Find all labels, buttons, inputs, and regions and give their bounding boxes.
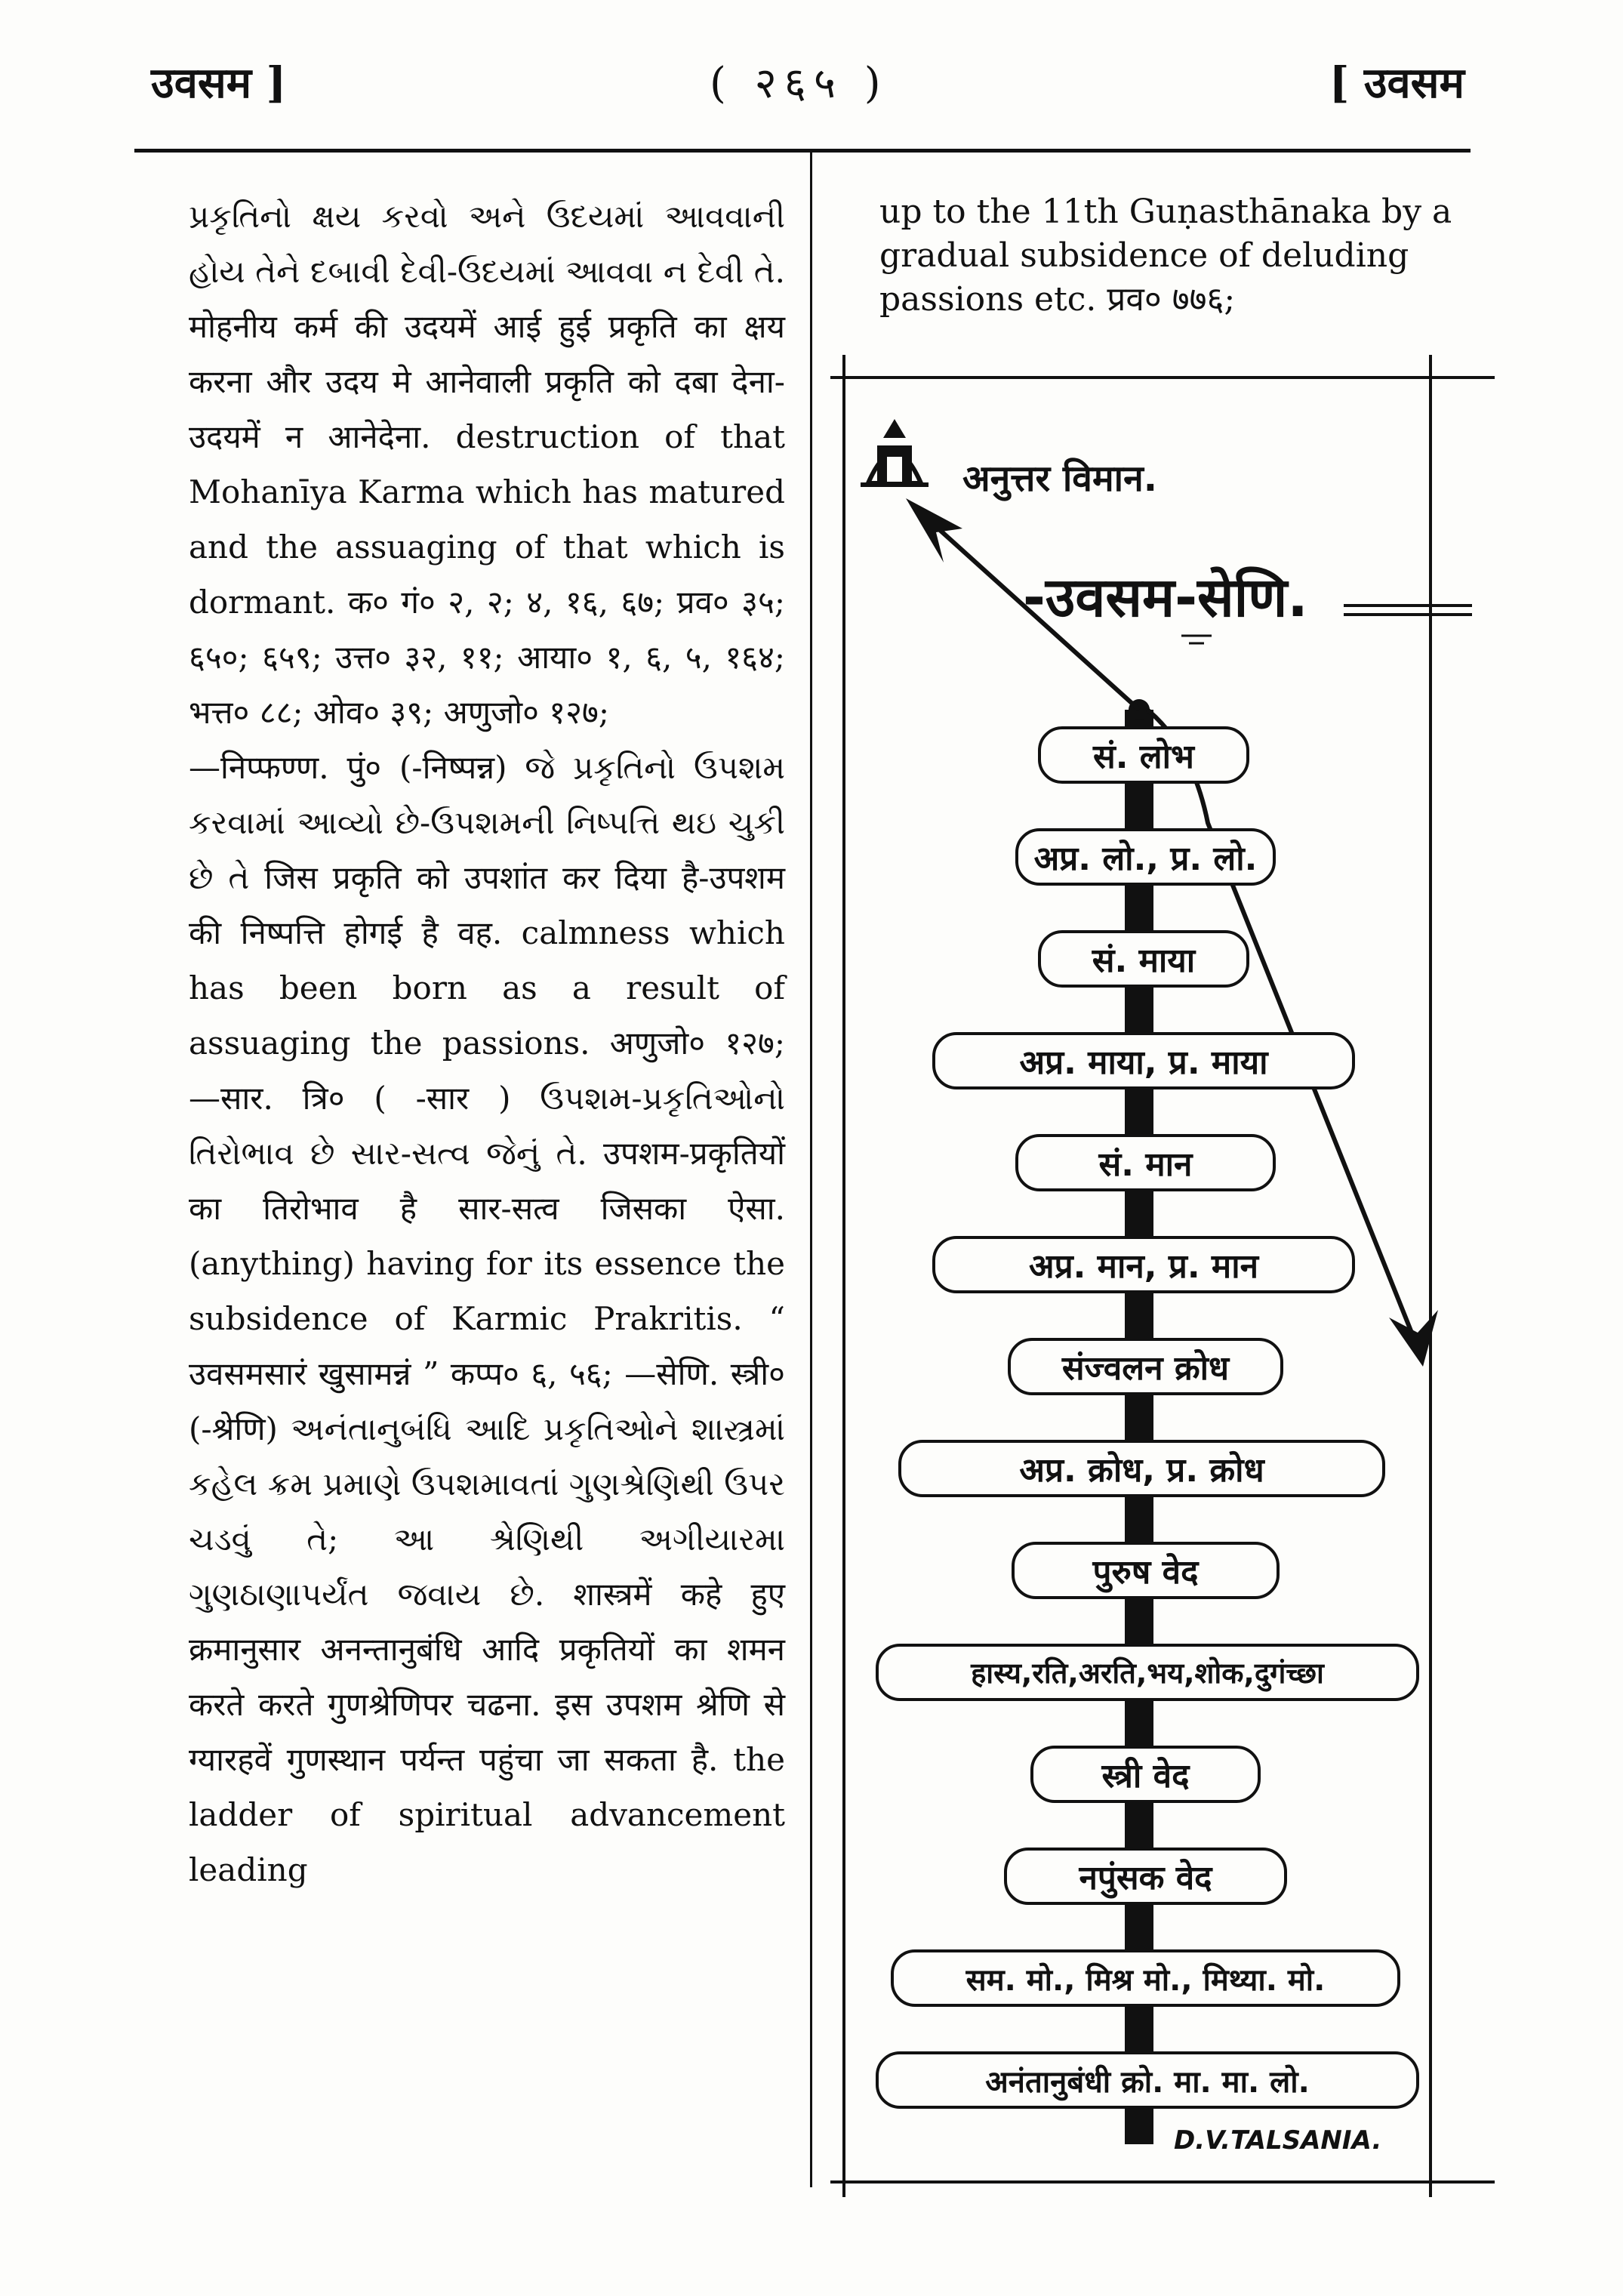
anuttara-vimana-label: अनुत्तर विमान. (962, 458, 1157, 500)
stage-box: अप्र. क्रोध, प्र. क्रोध (898, 1440, 1385, 1497)
stage-box: नपुंसक वेद (1004, 1848, 1287, 1905)
diagram-title: -उवसम-सेणि. (1023, 566, 1308, 629)
stage-box: अप्र. माया, प्र. माया (932, 1032, 1355, 1089)
upashama-shreni-diagram (830, 355, 1495, 2212)
stage-box: स्त्री वेद (1030, 1746, 1261, 1803)
page-number: ( २६५ ) (710, 59, 888, 108)
entry-paragraph: —निप्फण्ण. पुं० (-निष्पन्न) જે પ્રકૃતિનો ઉપશમ કરવામાં આવ્યો છે-ઉપશમની નિષ્પત્તિ થઇ ચુકી છે તે जिस प्रकृति को उपशांत कर दिया है-उपशम की निष्पत्ति होगई है वह. calmness which has been born as a result of assuaging the passions. अणुजो० १२७; —सार. त्रि० ( -सार ) ઉપશમ-પ્રકૃતિઓનો તિરોભાવ છે સાર-સત્વ જેનું તે. उपशम-प्रकृतियों का तिरोभाव है सार-सत्व जिसका ऐसा. (anything) having for its essence the subsidence of Karmic Prakritis. “ उवसमसारं खुसामन्नं ” कप्प० ६, ५६; —सेणि. स्त्री० (-श्रेणि) અનંતાનુબંધિ આદિ પ્રકૃતિઓને શાસ્ત્રમાં કહેલ ક્રમ પ્રમાણે ઉપશમાવતાં ગુણશ્રેણિથી ઉપર ચડવું તે; આ શ્રેણિથી અગીયારમા ગુણઠાણાપર્યંત જવાય છે. शास्त्रमें कहे हुए क्रमानुसार अनन्तानुबंधि आदि प्रकृतियों का शमन करते करते गुणश्रेणिपर चढना. इस उपशम श्रेणि से ग्यारहवें गुणस्थान पर्यन्त पहुंचा जा सकता है. the ladder of spiritual advancement leading (189, 749, 785, 1888)
entry-paragraph: પ્રકૃતિનો ક્ષય કરવો અને ઉદયમાં આવવાની હોય તેને દબાવી દેવી-ઉદયમાં આવવા ન દેવી તે. मोहनीय कर्म की उदयमें आई हुई प्रकृति का क्षय करना और उदय मे आनेवाली प्रकृति को दबा देना-उदयमें न आनेदेना. destruction of that Mohanīya Karma which has matured and the assuaging of that which is dormant. क० गं० २, २; ४, १६, ६७; प्रव० ३५; ६५०; ६५९; उत्त० ३२, ११; आया० १, ६, ५, १६४; भत्त० ८८; ओव० ३९; अणुजो० १२७; (189, 198, 785, 731)
stage-box: सं. माया (1038, 930, 1249, 988)
stage-box: सं. मान (1015, 1134, 1276, 1191)
stage-box: हास्य,रति,अरति,भय,शोक,दुगंच्छा (876, 1644, 1419, 1701)
stage-box: सं. लोभ (1038, 726, 1249, 784)
right-column-text: up to the 11th Guṇasthānaka by a gradual subsidence of deluding passions etc. प्रव० ७७६; (879, 193, 1452, 319)
column-divider (810, 149, 812, 2187)
header-right-word: [ उवसम (1329, 58, 1464, 108)
stage-box: पुरुष वेद (1012, 1542, 1280, 1599)
stage-box: अप्र. मान, प्र. मान (932, 1236, 1355, 1293)
stage-box: अनंतानुबंधी क्रो. मा. मा. लो. (876, 2051, 1419, 2109)
stage-box: अप्र. लो., प्र. लो. (1015, 828, 1276, 886)
left-column (189, 189, 785, 1897)
artist-signature: D.V.TALSANIA. (1174, 2125, 1382, 2156)
header-left-word: उवसम ] (151, 58, 287, 108)
stage-box: संज्वलन क्रोध (1008, 1338, 1283, 1395)
vimana-icon (861, 419, 929, 485)
header-rule (134, 149, 1471, 153)
stage-box: सम. मो., मिश्र मो., मिथ्या. मो. (891, 1949, 1400, 2007)
